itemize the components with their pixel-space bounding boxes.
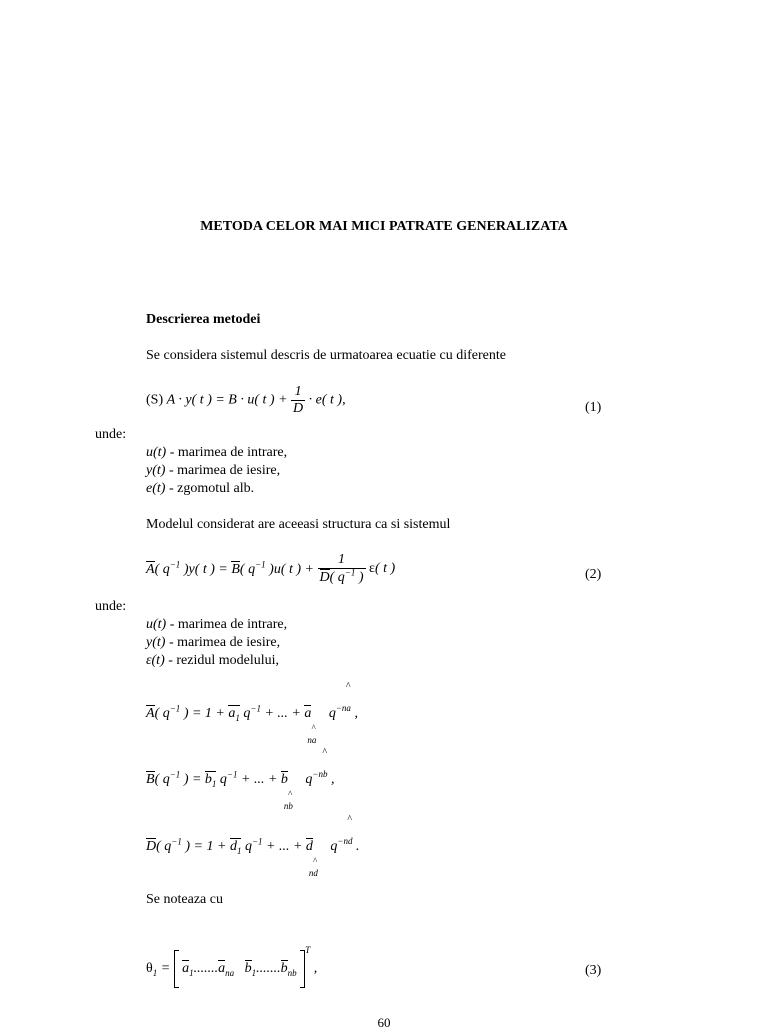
list-item: y(t) - marimea de iesire, <box>146 463 281 478</box>
polynomial-b: B( $q^{-1}$ ) = $b_1$ $q^{-1}$ + ... + b ^ nb q $^{\^{} -nb}$ , <box>146 747 335 811</box>
unde-label-2: unde: <box>95 599 127 614</box>
polynomial-d: D( $q^{-1}$ ) = $1 + d_1$ $q^{-1}$ + ... + d ^ nd q $^{\^{} -nd}$ . <box>146 814 360 878</box>
equation-2-number: (2) <box>585 567 602 582</box>
equation-1-number: (1) <box>585 400 602 415</box>
section-heading: Descrierea metodei <box>146 312 261 327</box>
polynomial-a: A( $q^{-1}$ ) = $1 + a_1$ $q^{-1}$ + ... + a ^ na q $^{\^{} -na}$ , <box>146 681 358 745</box>
list-item: ε(t) - rezidul modelului, <box>146 653 280 668</box>
model-text: Modelul considerat are aceeasi structura ca si sistemul <box>146 517 451 532</box>
page-number: 60 <box>377 1015 391 1030</box>
list-item: u(t) - marimea de intrare, <box>146 445 288 460</box>
equation-2: A( $q^{-1}$ )y( t ) = B( $q^{-1}$ )u( t ) + $\frac{1}{D( q^{-1} )}$ ε( t ) <box>146 552 396 585</box>
equation-1: (S) A · y( t ) = B · u( t ) + $\frac{1}{D}$ · e( t ), <box>146 384 346 416</box>
list-item: y(t) - marimea de iesire, <box>146 635 281 650</box>
unde-label-1: unde: <box>95 427 127 442</box>
intro-text: Se considera sistemul descris de urmatoarea ecuatie cu diferente <box>146 348 506 363</box>
list-item: u(t) - marimea de intrare, <box>146 617 288 632</box>
eq1-prefix: (S) <box>146 392 164 408</box>
equation-3-number: (3) <box>585 963 602 978</box>
equation-3: $\theta_1 = a_1.......a_{na}$ $b_1.......b_{nb}$ $^T$ , <box>146 950 317 988</box>
page-title: METODA CELOR MAI MICI PATRATE GENERALIZATA <box>200 219 568 234</box>
note-text: Se noteaza cu <box>146 892 223 907</box>
list-item: e(t) - zgomotul alb. <box>146 481 255 496</box>
